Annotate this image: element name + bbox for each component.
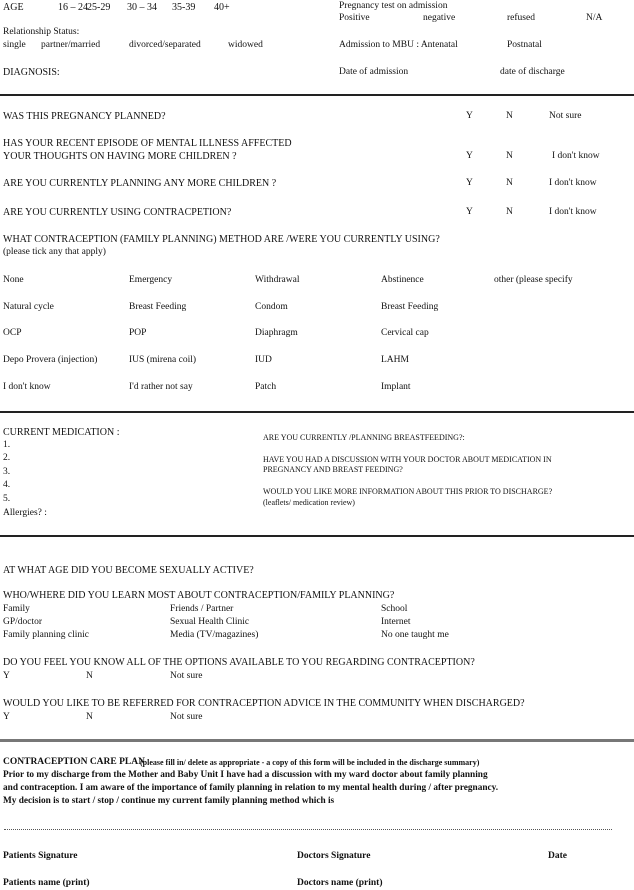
method-option[interactable]: OCP bbox=[3, 328, 22, 338]
pregnancy-test-option[interactable]: Positive bbox=[339, 13, 370, 23]
source-option[interactable]: Sexual Health Clinic bbox=[170, 617, 250, 627]
date-of-admission: Date of admission bbox=[339, 67, 409, 77]
section-divider bbox=[0, 94, 634, 96]
medication-item[interactable]: 5. bbox=[3, 494, 11, 504]
discussion-question-line2: PREGNANCY AND BREAST FEEDING? bbox=[263, 465, 403, 474]
admission-postnatal[interactable]: Postnatal bbox=[507, 40, 542, 50]
section-divider bbox=[0, 411, 634, 413]
care-plan-note: (please fill in/ delete as appropriate - a copy of this form will be included in the discharge summary) bbox=[140, 758, 480, 767]
referral-question: WOULD YOU LIKE TO BE REFERRED FOR CONTRACEPTION ADVICE IN THE COMMUNITY WHEN DISCHARGED? bbox=[3, 698, 525, 709]
date-label[interactable]: Date bbox=[548, 851, 567, 861]
method-option[interactable]: LAHM bbox=[381, 355, 409, 365]
care-plan-title: CONTRACEPTION CARE PLAN bbox=[3, 757, 145, 767]
question-pregnancy-planned: WAS THIS PREGNANCY PLANNED? bbox=[3, 111, 166, 122]
care-plan-statement: Prior to my discharge from the Mother and Baby Unit I have had a discussion with my ward doctor about family planning bbox=[3, 770, 488, 780]
question-contraception-method: WHAT CONTRACEPTION (FAMILY PLANNING) METHOD ARE /WERE YOU CURRENTLY USING? bbox=[3, 234, 440, 245]
method-option[interactable]: Condom bbox=[255, 302, 288, 312]
answer-n[interactable]: N bbox=[86, 712, 93, 722]
pregnancy-test-option[interactable]: refused bbox=[507, 13, 535, 23]
source-option[interactable]: Family planning clinic bbox=[3, 630, 90, 640]
method-option[interactable]: IUS (mirena coil) bbox=[129, 355, 197, 365]
answer-n[interactable]: N bbox=[506, 111, 513, 121]
question-planning-children: ARE YOU CURRENTLY PLANNING ANY MORE CHILDREN ? bbox=[3, 178, 277, 189]
method-entry-line[interactable] bbox=[4, 829, 612, 830]
answer-dont-know[interactable]: I don't know bbox=[549, 178, 597, 188]
answer-n[interactable]: N bbox=[506, 178, 513, 188]
relationship-option[interactable]: divorced/separated bbox=[129, 40, 201, 50]
method-option[interactable]: Diaphragm bbox=[255, 328, 298, 338]
discussion-question: HAVE YOU HAD A DISCUSSION WITH YOUR DOCTOR ABOUT MEDICATION IN bbox=[263, 455, 552, 464]
answer-n[interactable]: N bbox=[506, 151, 513, 161]
medication-item[interactable]: 3. bbox=[3, 467, 11, 477]
source-option[interactable]: Friends / Partner bbox=[170, 604, 234, 614]
answer-n[interactable]: N bbox=[86, 671, 93, 681]
answer-not-sure[interactable]: Not sure bbox=[170, 712, 203, 722]
answer-y[interactable]: Y bbox=[3, 671, 10, 681]
answer-y[interactable]: Y bbox=[3, 712, 10, 722]
age-option[interactable]: 25-29 bbox=[87, 2, 111, 13]
relationship-option[interactable]: single bbox=[3, 40, 26, 50]
method-option[interactable]: I'd rather not say bbox=[129, 382, 193, 392]
pregnancy-test-label: Pregnancy test on admission bbox=[339, 1, 448, 11]
method-option[interactable]: IUD bbox=[255, 355, 272, 365]
method-option[interactable]: Patch bbox=[255, 382, 277, 392]
answer-y[interactable]: Y bbox=[466, 178, 473, 188]
answer-not-sure[interactable]: Not sure bbox=[170, 671, 203, 681]
allergies-label[interactable]: Allergies? : bbox=[3, 508, 47, 518]
method-option[interactable]: Emergency bbox=[129, 275, 173, 285]
method-option[interactable]: Breast Feeding bbox=[381, 302, 439, 312]
source-option[interactable]: No one taught me bbox=[381, 630, 449, 640]
question-note: (please tick any that apply) bbox=[3, 247, 106, 257]
method-option[interactable]: Natural cycle bbox=[3, 302, 54, 312]
method-option-other[interactable]: other (please specify bbox=[494, 275, 573, 285]
question-mental-illness: HAS YOUR RECENT EPISODE OF MENTAL ILLNESS AFFECTED bbox=[3, 138, 292, 149]
care-plan-statement: My decision is to start / stop / continue my current family planning method which is bbox=[3, 796, 335, 806]
method-option[interactable]: Withdrawal bbox=[255, 275, 300, 285]
method-option[interactable]: Breast Feeding bbox=[129, 302, 187, 312]
relationship-label: Relationship Status: bbox=[3, 27, 80, 37]
patients-name-label[interactable]: Patients name (print) bbox=[3, 878, 90, 888]
section-divider bbox=[0, 535, 634, 537]
medication-item[interactable]: 2. bbox=[3, 453, 11, 463]
pregnancy-test-option[interactable]: negative bbox=[423, 13, 456, 23]
source-option[interactable]: GP/doctor bbox=[3, 617, 43, 627]
medication-item[interactable]: 4. bbox=[3, 480, 11, 490]
method-option[interactable]: I don't know bbox=[3, 382, 51, 392]
patients-signature-label[interactable]: Patients Signature bbox=[3, 851, 78, 861]
method-option[interactable]: Abstinence bbox=[381, 275, 424, 285]
learn-question: WHO/WHERE DID YOU LEARN MOST ABOUT CONTRACEPTION/FAMILY PLANNING? bbox=[3, 590, 395, 601]
doctors-name-label[interactable]: Doctors name (print) bbox=[297, 878, 383, 888]
options-known-question: DO YOU FEEL YOU KNOW ALL OF THE OPTIONS AVAILABLE TO YOU REGARDING CONTRACEPTION? bbox=[3, 657, 475, 668]
medication-title: CURRENT MEDICATION : bbox=[3, 427, 120, 438]
breastfeeding-question: ARE YOU CURRENTLY /PLANNING BREASTFEEDING?: bbox=[263, 433, 465, 442]
answer-not-sure[interactable]: Not sure bbox=[549, 111, 582, 121]
method-option[interactable]: Cervical cap bbox=[381, 328, 429, 338]
method-option[interactable]: POP bbox=[129, 328, 147, 338]
source-option[interactable]: Media (TV/magazines) bbox=[170, 630, 259, 640]
source-option[interactable]: School bbox=[381, 604, 408, 614]
doctors-signature-label[interactable]: Doctors Signature bbox=[297, 851, 371, 861]
answer-y[interactable]: Y bbox=[466, 151, 473, 161]
medication-item[interactable]: 1. bbox=[3, 440, 11, 450]
section-divider bbox=[0, 739, 634, 742]
age-option[interactable]: 30 – 34 bbox=[127, 2, 157, 13]
source-option[interactable]: Internet bbox=[381, 617, 411, 627]
date-of-discharge: date of discharge bbox=[500, 67, 565, 77]
question-mental-illness-line2: YOUR THOUGHTS ON HAVING MORE CHILDREN ? bbox=[3, 151, 237, 162]
method-option[interactable]: Depo Provera (injection) bbox=[3, 355, 98, 365]
age-label: AGE bbox=[3, 2, 24, 13]
answer-dont-know[interactable]: I don't know bbox=[549, 207, 597, 217]
answer-y[interactable]: Y bbox=[466, 111, 473, 121]
care-plan-statement: and contraception. I am aware of the importance of family planning in relation to my mental health during / after pregnancy. bbox=[3, 783, 499, 793]
method-option[interactable]: Implant bbox=[381, 382, 411, 392]
answer-y[interactable]: Y bbox=[466, 207, 473, 217]
age-option[interactable]: 35-39 bbox=[172, 2, 196, 13]
age-option[interactable]: 16 – 24 bbox=[58, 2, 88, 13]
question-using-contraception: ARE YOU CURRENTLY USING CONTRACPETION? bbox=[3, 207, 232, 218]
age-option[interactable]: 40+ bbox=[214, 2, 230, 13]
admission-label[interactable]: Admission to MBU : Antenatal bbox=[339, 40, 458, 50]
relationship-option[interactable]: partner/married bbox=[41, 40, 101, 50]
information-question: WOULD YOU LIKE MORE INFORMATION ABOUT THIS PRIOR TO DISCHARGE? bbox=[263, 487, 553, 496]
diagnosis-label: DIAGNOSIS: bbox=[3, 67, 60, 78]
source-option[interactable]: Family bbox=[3, 604, 30, 614]
pregnancy-test-option[interactable]: N/A bbox=[586, 13, 603, 23]
answer-dont-know[interactable]: I don't know bbox=[552, 151, 600, 161]
information-note: (leaflets/ medication review) bbox=[263, 498, 355, 507]
method-option[interactable]: None bbox=[3, 275, 24, 285]
sexual-activity-question: AT WHAT AGE DID YOU BECOME SEXUALLY ACTIVE? bbox=[3, 565, 254, 576]
answer-n[interactable]: N bbox=[506, 207, 513, 217]
relationship-option[interactable]: widowed bbox=[228, 40, 263, 50]
